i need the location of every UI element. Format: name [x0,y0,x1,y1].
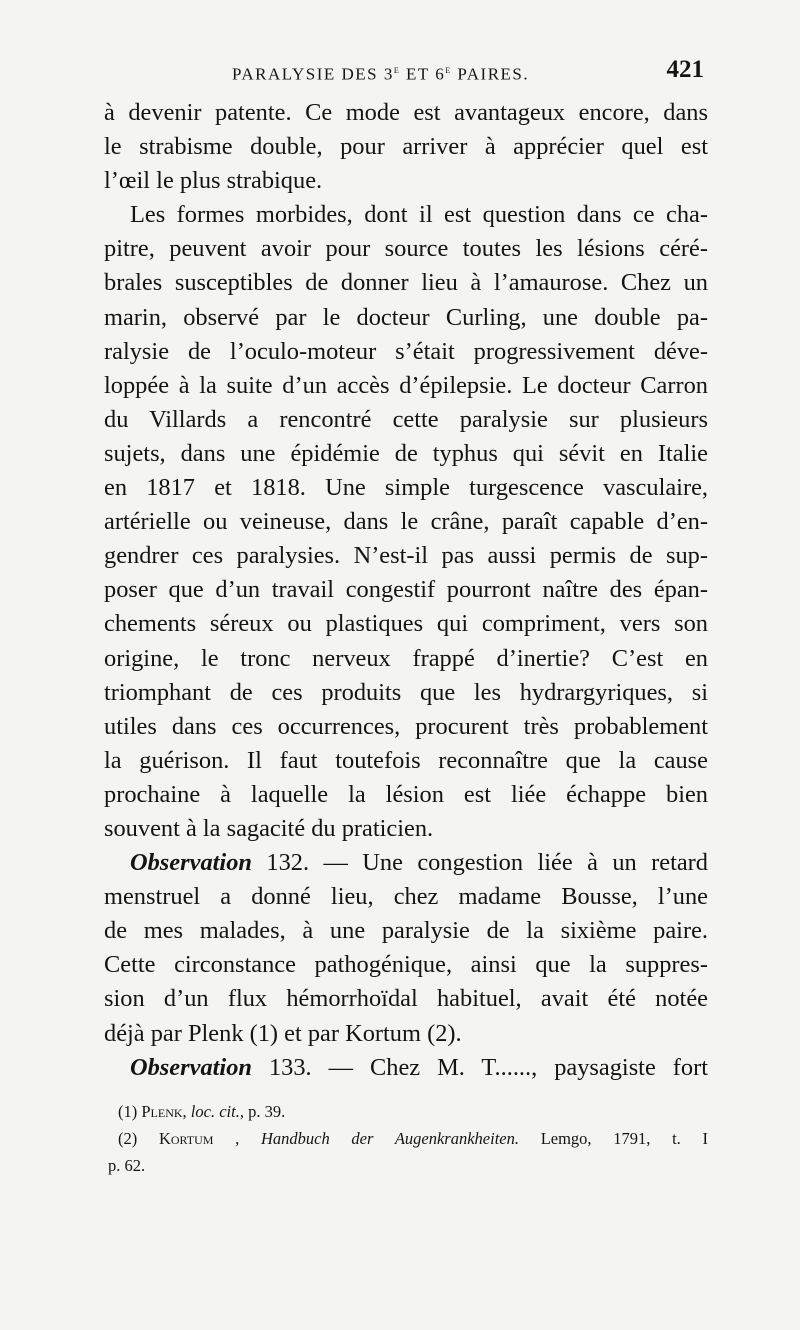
text-line: origine, le tronc nerveux frappé d’inertie? C’est en [104,644,708,672]
observation-heading-line [104,846,708,880]
running-head-part: PARALYSIE DES 3 [232,64,394,84]
running-head-part: PAIRES. [451,64,530,84]
text-line: ralysie de l’oculo-moteur s’était progressivement déve- [104,337,708,365]
footnote-1 [118,1098,708,1125]
footnote-number: (2) [118,1129,159,1148]
text-line: sion d’un flux hémorrhoïdal habituel, avait été notée [104,985,708,1013]
text-line: prochaine à laquelle la lésion est liée échappe bien [104,780,708,808]
observation-text: 133. — Chez M. T......, paysagiste fort [251,1053,708,1081]
text-line: la guérison. Il faut toutefois reconnaître que la cause [104,746,708,774]
text-line: de mes malades, à une paralysie de la sixième paire. [104,917,708,945]
text-line: chements séreux ou plastiques qui compriment, vers son [104,610,708,638]
footnote-2 [118,1125,708,1152]
text-line: Les formes morbides, dont il est question dans ce cha- [130,201,708,229]
footnote-number: (1) [118,1102,142,1121]
text-line: utiles dans ces occurrences, procurent très probablement [104,712,708,740]
text-line: gendrer ces paralysies. N’est-il pas aussi permis de sup- [104,542,708,570]
superscript: e [445,62,452,76]
text-line: triomphant de ces produits que les hydrargyriques, si [104,678,708,706]
text-line: pitre, peuvent avoir pour source toutes les lésions céré- [104,235,708,263]
footnote-title: loc. cit., [186,1102,244,1121]
text-line: marin, observé par le docteur Curling, une double pa- [104,303,708,331]
footnote-rest: Lemgo, 1791, t. I [519,1129,708,1148]
footnotes [108,1098,708,1179]
page-number: 421 [666,56,704,83]
text-line: à devenir patente. Ce mode est avantageux encore, dans [104,99,708,126]
observation-text: 132. — Une congestion liée à un retard [251,849,708,877]
observation-heading-line [104,1051,708,1085]
text-line: loppée à la suite d’un accès d’épilepsie. Le docteur Carron [104,371,708,399]
text-line: sujets, dans une épidémie de typhus qui sévit en Italie [104,439,708,467]
text-line: Cette circonstance pathogénique, ainsi que la suppres- [104,951,708,979]
running-head [232,62,529,85]
footnote-author: Kortum [158,1129,214,1148]
text-line: l’œil le plus strabique. [104,167,323,195]
text-line: du Villards a rencontré cette paralysie sur plusieurs [104,405,708,433]
page-header [104,56,704,92]
observation-label: Observation [130,1053,252,1081]
footnote-author: Plenk, [141,1102,187,1121]
text-line: souvent à la sagacité du praticien. [104,814,434,842]
text-line: menstruel a donné lieu, chez madame Bousse, l’une [104,883,708,911]
footnote-title: Handbuch der Augenkrankheiten. [261,1129,519,1148]
text-line: en 1817 et 1818. Une simple turgescence vasculaire, [104,474,708,502]
footnote-rest: p. 39. [243,1102,286,1121]
observation-label: Observation [130,849,252,877]
text-line: artérielle ou veineuse, dans le crâne, paraît capable d’en- [104,508,708,536]
text-line: poser que d’un travail congestif pourront naître des épan- [104,576,708,604]
footnote-2-continuation: p. 62. [108,1156,146,1175]
text-line: déjà par Plenk (1) et par Kortum (2). [104,1019,462,1047]
body-text [104,96,708,1085]
running-head-part: ET 6 [400,64,446,84]
footnote-separator: , [213,1129,261,1148]
text-line: brales susceptibles de donner lieu à l’amaurose. Chez un [104,269,708,297]
superscript: e [393,62,401,76]
text-line: le strabisme double, pour arriver à apprécier quel est [104,133,708,161]
